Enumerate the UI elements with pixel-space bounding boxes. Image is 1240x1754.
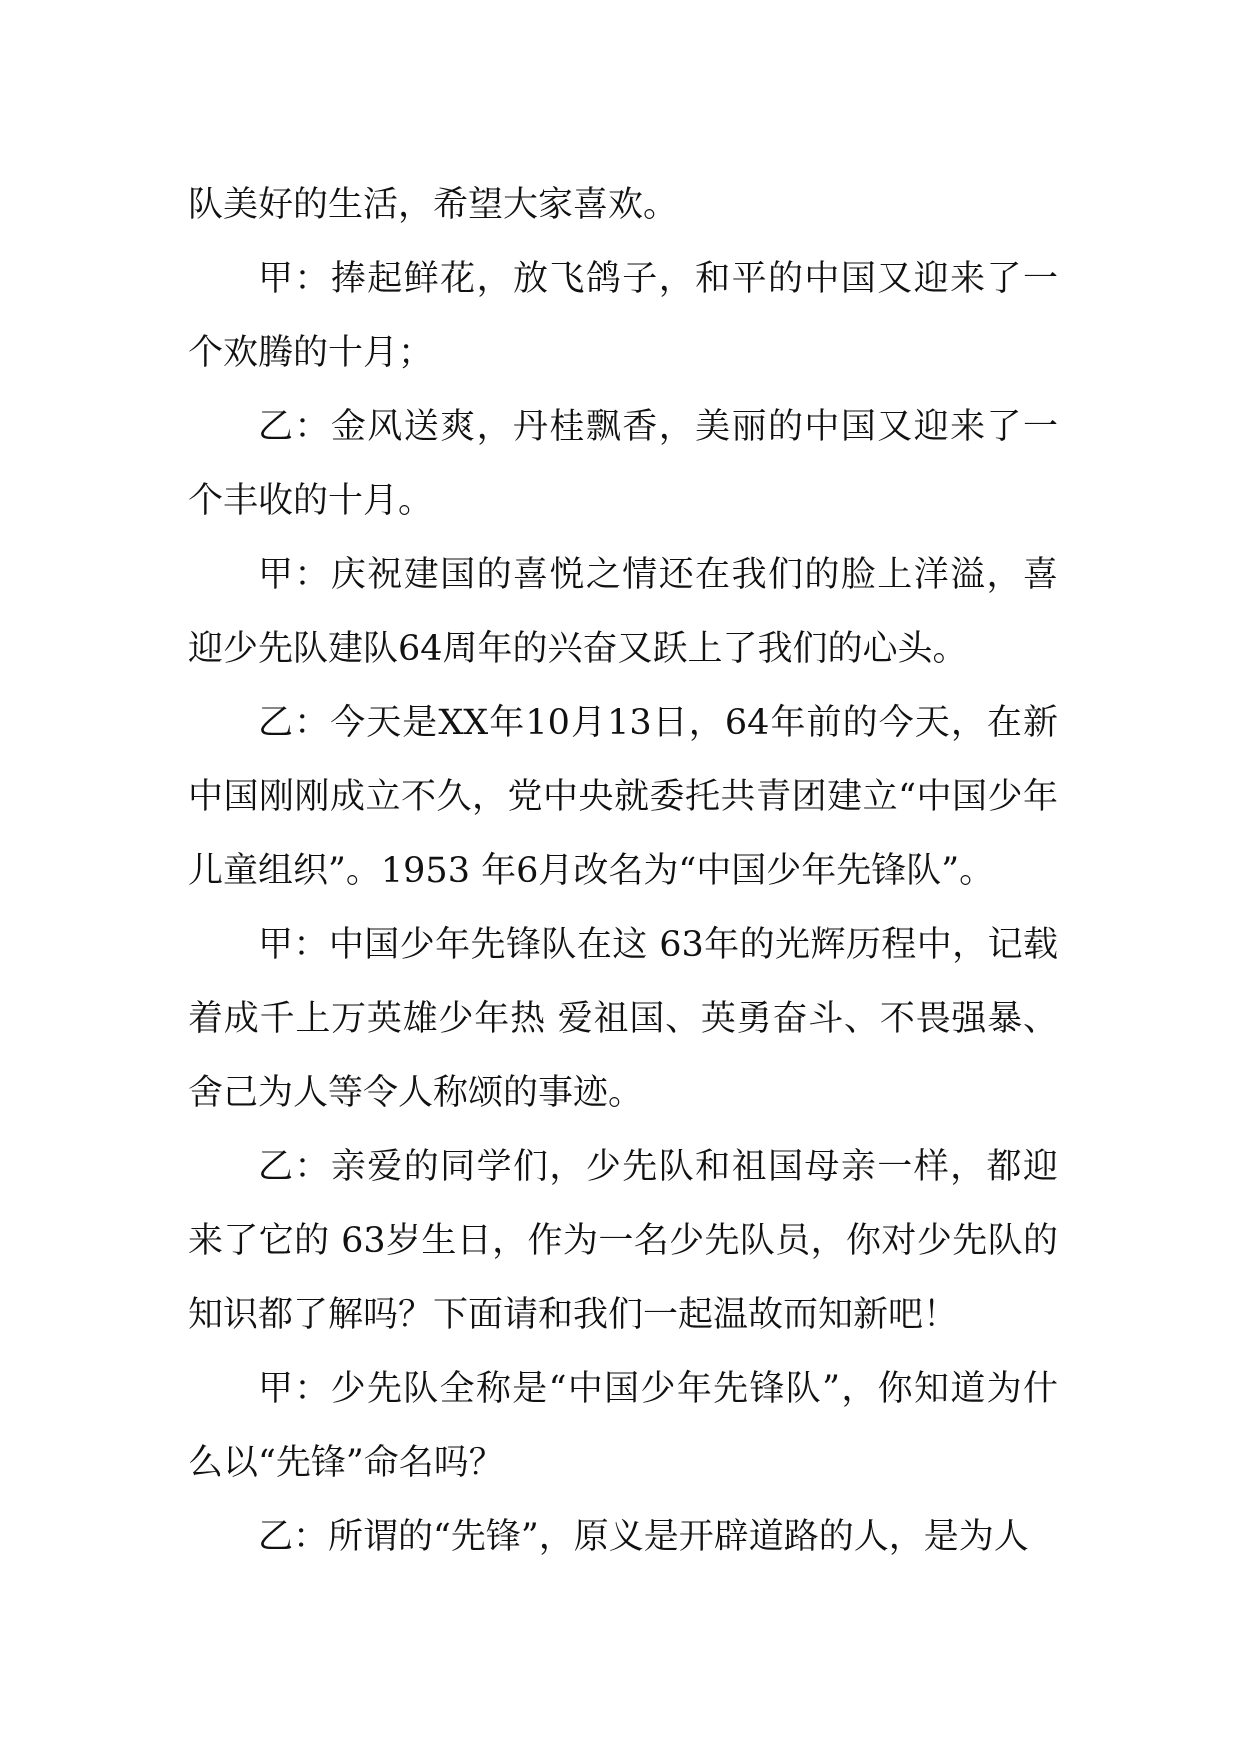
- paragraph-dialogue: 乙：亲爱的同学们，少先队和祖国母亲一样，都迎来了它的 63岁生日，作为一名少先队员，你对少先队的知识都了解吗？下面请和我们一起温故而知新吧！: [188, 1147, 1058, 1335]
- paragraph-dialogue: 甲：中国少年先锋队在这 63年的光辉历程中，记载着成千上万英雄少年热 爱祖国、英勇奋斗、不畏强暴、舍己为人等令人称颂的事迹。: [188, 925, 1058, 1113]
- paragraph-dialogue: 乙：所谓的“先锋”，原义是开辟道路的人，是为人: [258, 1517, 1029, 1557]
- paragraph-dialogue: 乙：金风送爽，丹桂飘香，美丽的中国又迎来了一个丰收的十月。: [188, 407, 1058, 521]
- paragraph-dialogue: 甲：少先队全称是“中国少年先锋队”，你知道为什么以“先锋”命名吗？: [188, 1369, 1058, 1483]
- paragraph-dialogue: 甲：庆祝建国的喜悦之情还在我们的脸上洋溢，喜迎少先队建队64周年的兴奋又跃上了我们的心头。: [188, 555, 1058, 669]
- paragraph-dialogue: 乙：今天是XX年10月13日，64年前的今天，在新中国刚刚成立不久，党中央就委托共青团建立“中国少年儿童组织”。1953 年6月改名为“中国少年先锋队”。: [188, 703, 1058, 891]
- document-body: [188, 168, 1058, 1574]
- paragraph-continuation: 队美好的生活，希望大家喜欢。: [188, 185, 679, 225]
- paragraph-dialogue: 甲：捧起鲜花，放飞鸽子，和平的中国又迎来了一个欢腾的十月；: [188, 259, 1058, 373]
